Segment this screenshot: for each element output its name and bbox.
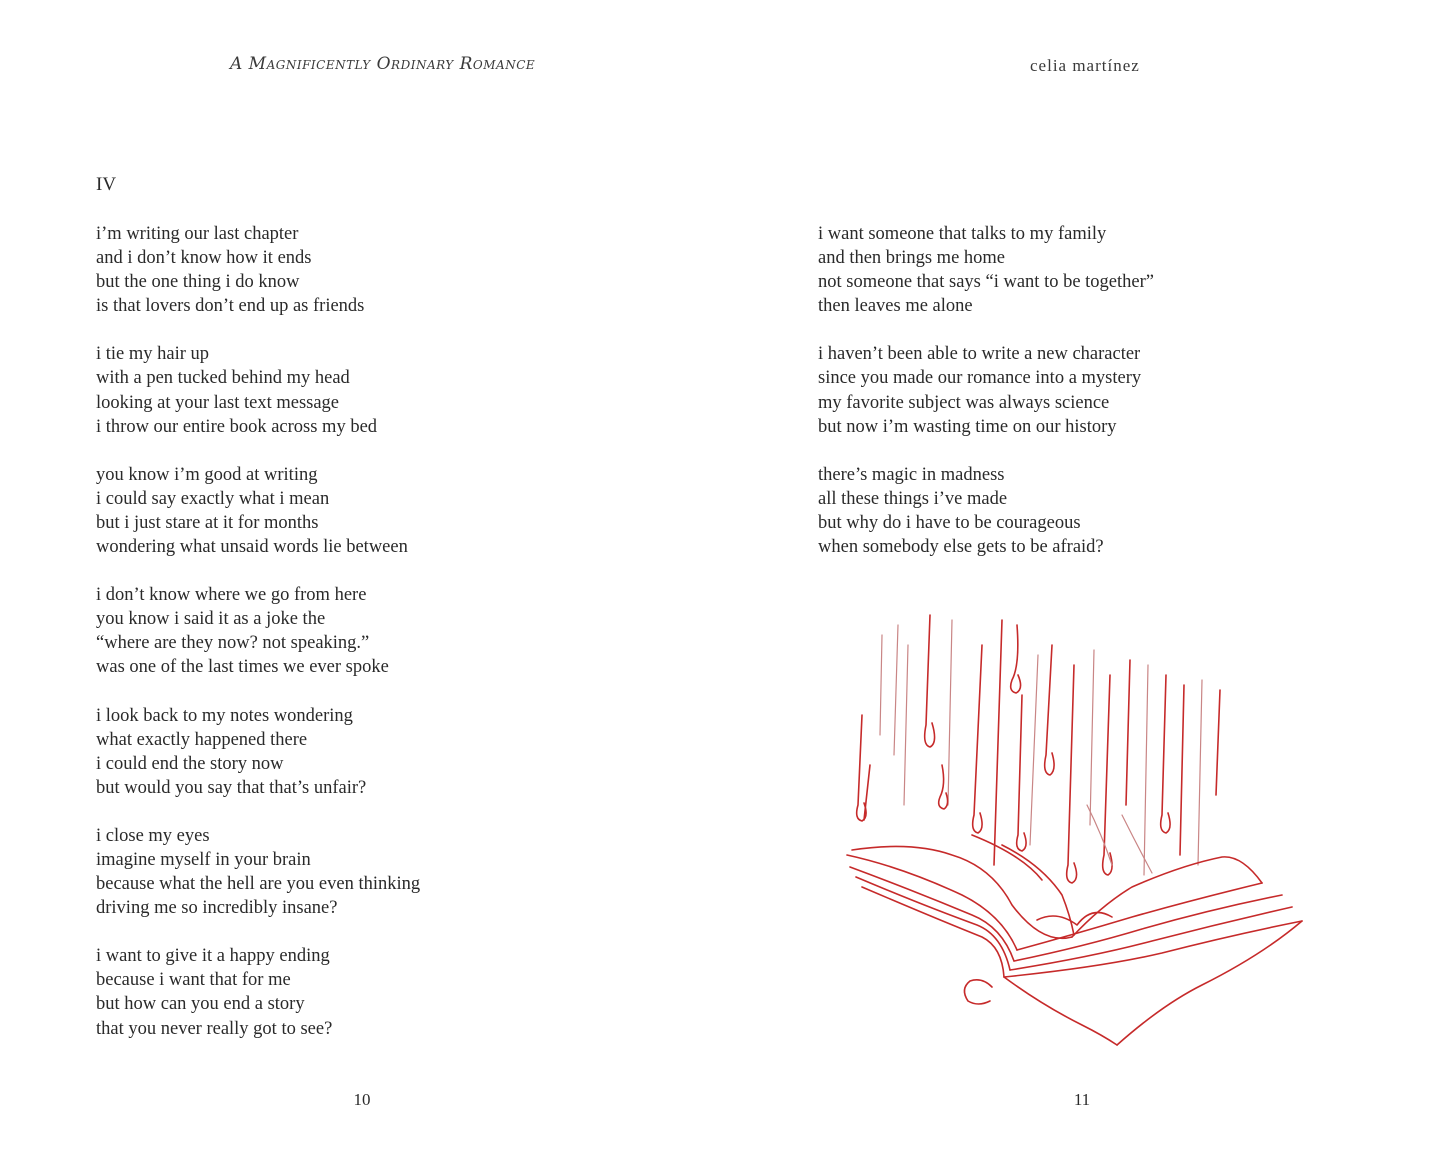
stanza: [96, 342, 536, 438]
poem-line: and i don’t know how it ends: [96, 248, 312, 269]
poem-line: looking at your last text message: [96, 392, 340, 413]
right-page: [722, 0, 1444, 1156]
stanza: [96, 583, 536, 679]
stanza: [96, 704, 536, 800]
stanza: [96, 824, 536, 920]
open-book-dripping-illustration-icon: [842, 605, 1342, 1065]
poem-line: but i just stare at it for months: [96, 512, 319, 533]
page-number: 11: [1073, 1090, 1091, 1109]
poem-line: i tie my hair up: [96, 344, 210, 365]
poem-line: you know i said it as a joke the: [96, 609, 326, 630]
poem-line: but why do i have to be courageous: [818, 512, 1081, 533]
poem-line: but how can you end a story: [96, 994, 305, 1015]
poem-line: “where are they now? not speaking.”: [96, 633, 370, 654]
poem-line: is that lovers don’t end up as friends: [96, 296, 365, 317]
poem-line: driving me so incredibly insane?: [96, 898, 338, 919]
poem-line: i could end the story now: [96, 753, 284, 774]
left-page: [0, 0, 722, 1156]
author-header: celia martínez: [1030, 56, 1140, 75]
poem-line: i could say exactly what i mean: [96, 488, 330, 509]
poem-line: my favorite subject was always science: [818, 392, 1110, 413]
stanza: [818, 222, 1258, 318]
poem-line: wondering what unsaid words lie between: [96, 537, 408, 558]
stanza: [96, 944, 536, 1040]
poem-line: and then brings me home: [818, 248, 1006, 269]
poem-line: i’m writing our last chapter: [96, 224, 299, 244]
stanza: [818, 342, 1258, 438]
book-title-header: A Magnificently Ordinary Romance: [230, 54, 536, 74]
poem-line: there’s magic in madness: [818, 464, 1005, 485]
poem-line: but the one thing i do know: [96, 272, 300, 293]
stanza: [96, 463, 536, 559]
poem-line: i look back to my notes wondering: [96, 705, 353, 726]
poem-line: i close my eyes: [96, 825, 210, 846]
poem-line: because what the hell are you even thinking: [96, 874, 421, 895]
open-book: [847, 805, 1302, 1045]
poem-line: all these things i’ve made: [818, 488, 1008, 509]
page-number: 10: [353, 1090, 371, 1109]
poem-line: i throw our entire book across my bed: [96, 416, 378, 437]
poem-line: you know i’m good at writing: [96, 464, 318, 485]
poem-line: but now i’m wasting time on our history: [818, 416, 1117, 437]
poem-line: then leaves me alone: [818, 296, 973, 317]
section-number: IV: [96, 174, 117, 195]
poem-line: not someone that says “i want to be together”: [818, 272, 1154, 293]
poem-line: i don’t know where we go from here: [96, 585, 367, 606]
poem-line: since you made our romance into a mystery: [818, 368, 1142, 389]
poem-line: was one of the last times we ever spoke: [96, 657, 389, 678]
poem-left: [96, 222, 536, 1065]
poem-line: imagine myself in your brain: [96, 849, 311, 870]
stanza: [96, 222, 536, 318]
poem-line: because i want that for me: [96, 970, 291, 991]
poem-line: but would you say that that’s unfair?: [96, 777, 367, 798]
poem-line: with a pen tucked behind my head: [96, 368, 350, 389]
poem-right: [818, 222, 1258, 583]
poem-line: when somebody else gets to be afraid?: [818, 537, 1104, 558]
poem-line: i haven’t been able to write a new character: [818, 344, 1141, 365]
ink-drips: [857, 615, 1220, 883]
poem-line: that you never really got to see?: [96, 1018, 333, 1039]
stanza: [818, 463, 1258, 559]
poem-line: i want someone that talks to my family: [818, 224, 1107, 244]
poem-line: i want to give it a happy ending: [96, 946, 330, 967]
poem-line: what exactly happened there: [96, 729, 308, 750]
